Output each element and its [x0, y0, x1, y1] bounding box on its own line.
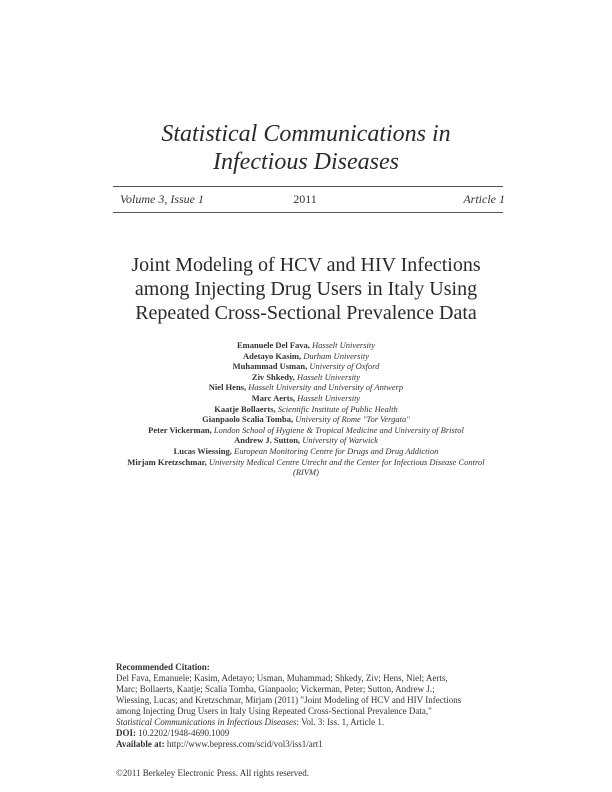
author-name: Lucas Wiessing, [173, 445, 232, 456]
available-at-link[interactable]: http://www.bepress.com/scid/vol3/iss1/art1 [164, 739, 323, 749]
author-affiliation: Hasselt University [297, 392, 361, 403]
doi-line [116, 728, 516, 739]
journal-title-line-2: Infectious Diseases [213, 149, 399, 175]
recommended-citation [116, 662, 516, 750]
author-name: Ziv Shkedy, [251, 371, 295, 382]
doi-value[interactable]: 10.2202/1948-4690.1009 [136, 728, 230, 738]
author-name: Muhammad Usman, [232, 361, 308, 372]
author-list [0, 340, 612, 478]
author-name: Emanuele Del Fava, [236, 340, 310, 350]
article-number: Article 1 [463, 192, 505, 206]
author-name: Adetayo Kasim, [243, 350, 302, 361]
author-affiliation: University Medical Centre Utrecht and the Center for Infectious Disease Control [208, 456, 485, 467]
author-affiliation: Durham University [303, 350, 369, 361]
author-entry [0, 414, 612, 425]
author-affiliation: European Monitoring Centre for Drugs and Drug Addiction [234, 445, 439, 456]
author-entry [0, 351, 612, 362]
citation-text-line: Del Fava, Emanuele; Kasim, Adetayo; Usman, Muhammad; Shkedy, Ziv; Hens, Niel; Aerts, [116, 673, 448, 683]
citation-journal-line [116, 717, 516, 728]
author-entry [0, 425, 612, 436]
author-entry [0, 361, 612, 372]
author-name: Mirjam Kretzschmar, [127, 456, 207, 467]
author-name: Niel Hens, [208, 382, 247, 393]
paper-title-line-3: Repeated Cross-Sectional Prevalence Data [135, 302, 477, 324]
author-affiliation: Hasselt University and University of Antwerp [248, 382, 404, 393]
journal-title [0, 120, 612, 176]
author-affiliation: London School of Hygiene & Tropical Medicine and University of Bristol [213, 424, 464, 435]
author-entry [0, 404, 612, 415]
citation-journal-name: Statistical Communications in Infectious Diseases [116, 717, 297, 727]
citation-label: Recommended Citation: [116, 662, 210, 672]
author-affiliation: Hasselt University [312, 340, 376, 350]
author-entry [0, 372, 612, 383]
author-entry [0, 457, 612, 468]
citation-text-line: Marc; Bollaerts, Kaatje; Scalia Tomba, Gianpaolo; Vickerman, Peter; Sutton, Andrew J.; [116, 684, 435, 694]
citation-journal-details: : Vol. 3: Iss. 1, Article 1. [296, 717, 385, 727]
available-at-label: Available at: [116, 739, 165, 749]
citation-text-line: Wiessing, Lucas; and Kretzschmar, Mirjam (2011) "Joint Modeling of HCV and HIV Infections [116, 695, 462, 705]
author-entry [0, 435, 612, 446]
author-affiliation: University of Oxford [309, 361, 380, 372]
author-name: Andrew J. Sutton, [234, 435, 301, 446]
author-name: Gianpaolo Scalia Tomba, [202, 414, 294, 425]
header-top-rule [113, 186, 503, 187]
issue-year: 2011 [293, 192, 317, 206]
paper-title-line-2: among Injecting Drug Users in Italy Using [134, 278, 478, 300]
author-affiliation: Hasselt University [297, 371, 361, 382]
journal-title-line-1: Statistical Communications in [161, 121, 451, 147]
author-name: Peter Vickerman, [148, 424, 212, 435]
author-entry [0, 446, 612, 457]
paper-title-line-1: Joint Modeling of HCV and HIV Infections [131, 254, 481, 276]
author-affiliation-continuation: (RIVM) [293, 467, 319, 478]
doi-label: DOI: [116, 728, 136, 738]
author-entry [0, 393, 612, 404]
volume-issue: Volume 3, Issue 1 [120, 192, 204, 206]
author-name: Marc Aerts, [251, 392, 296, 403]
author-affiliation: Scientific Institute of Public Health [277, 403, 398, 414]
author-name: Kaatje Bollaerts, [214, 403, 276, 414]
header-bottom-rule [113, 212, 503, 213]
paper-title [0, 253, 612, 325]
copyright-notice: ©2011 Berkeley Electronic Press. All rights reserved. [116, 768, 309, 778]
author-entry [0, 382, 612, 393]
author-affiliation: University of Rome "Tor Vergata" [295, 414, 410, 425]
author-entry [0, 340, 612, 351]
citation-text-line: among Injecting Drug Users in Italy Using Repeated Cross-Sectional Prevalence Data," [116, 706, 432, 716]
available-at-line [116, 739, 516, 750]
author-affiliation: University of Warwick [302, 435, 378, 446]
